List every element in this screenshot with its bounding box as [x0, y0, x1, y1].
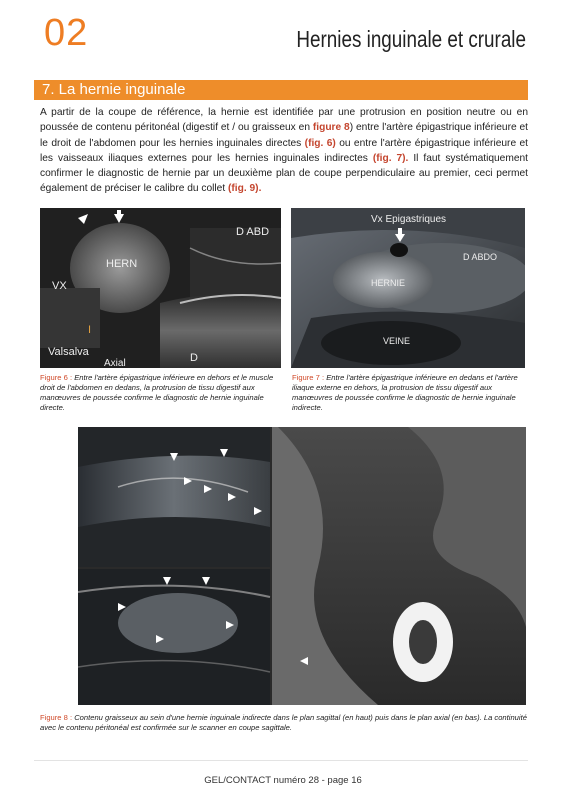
figure-7-image — [291, 208, 525, 368]
figure-8-reference[interactable]: figure 8 — [312, 122, 350, 134]
figure-7-reference[interactable]: (fig. 7). — [372, 152, 409, 164]
figure-6-caption-text: Entre l'artère épigastrique inférieure en dehors et le muscle droit de l'abdomen en dedans, la protrusion de tissu digestif aux manœuvres de poussée confirme le diagnostic de hernie inguinale directe. — [40, 373, 274, 412]
figure-6-caption — [40, 373, 280, 413]
fig6-label-valsalva: Valsalva — [48, 346, 89, 358]
fig6-label-hern: HERN — [106, 258, 138, 270]
fig7-label-vx-epigastriques: Vx Epigastriques — [371, 214, 447, 225]
figure-6-caption-label: Figure 6 : — [40, 373, 73, 382]
figure-8-caption-text: Contenu graisseux au sein d'une hernie inguinale indirecte dans le plan sagittal (en haut) puis dans le plan axial (en bas). La continuité avec le contenu péritonéal est confirmée sur le scanner en coupe sagittale. — [40, 713, 527, 732]
figure-7-caption-label: Figure 7 : — [292, 373, 325, 382]
intro-text-1: A partir de la coupe de référence, la hernie est identifiée par une protrusion en position neutre ou en poussée de contenu péritonéal (digestif et / ou graisseux en — [40, 107, 528, 134]
fig6-label-d-abd: D ABD — [236, 226, 270, 238]
fig7-label-d-abdo: D ABDO — [463, 252, 498, 262]
fig6-label-i: I — [88, 324, 92, 336]
intro-text-3: ou entre l'artère épigastrique inférieure et les vaisseaux iliaques externes pour les hernies inguinales indirectes — [40, 137, 528, 164]
figure-9-reference[interactable]: (fig. 9). — [228, 183, 262, 195]
section-heading: 7. La hernie inguinale — [42, 81, 186, 98]
page-footer: GEL/CONTACT numéro 28 - page 16 — [204, 775, 362, 786]
fig7-label-veine: VEINE — [383, 336, 411, 346]
footer-divider — [34, 760, 528, 761]
fig6-label-d: D — [190, 352, 198, 364]
figure-7-caption — [292, 373, 526, 413]
figure-8-caption-label: Figure 8 : — [40, 713, 73, 722]
page-title: Hernies inguinale et crurale — [296, 26, 526, 52]
intro-text-4: Il faut systématiquement confirmer le diagnostic de hernie par un deuxième plan de coupe perpendiculaire au premier, ceci permet également de préciser le calibre du collet — [40, 152, 528, 195]
fig6-label-axial: Axial — [104, 358, 126, 368]
chapter-number: 02 — [44, 12, 89, 54]
fig7-label-hernie: HERNIE — [371, 278, 406, 288]
figure-7-caption-text: Entre l'artère épigastrique inférieure en dedans et l'artère iliaque externe en dehors, la protrusion de tissu digestif aux manœuvres de poussée confirme le diagnostic de hernie inguinale indirecte. — [292, 373, 518, 412]
figure-8-image — [78, 427, 526, 705]
section-heading-bar — [34, 80, 528, 100]
figure-6-image — [40, 208, 281, 368]
figure-6-reference[interactable]: (fig. 6) — [304, 137, 336, 149]
fig6-label-vx: VX — [52, 280, 67, 292]
intro-paragraph — [40, 105, 528, 197]
figure-8-caption — [40, 713, 528, 733]
intro-text-2: ) entre l'artère épigastrique inférieure et le droit de l'abdomen pour les hernies inguinales directes — [40, 122, 529, 149]
